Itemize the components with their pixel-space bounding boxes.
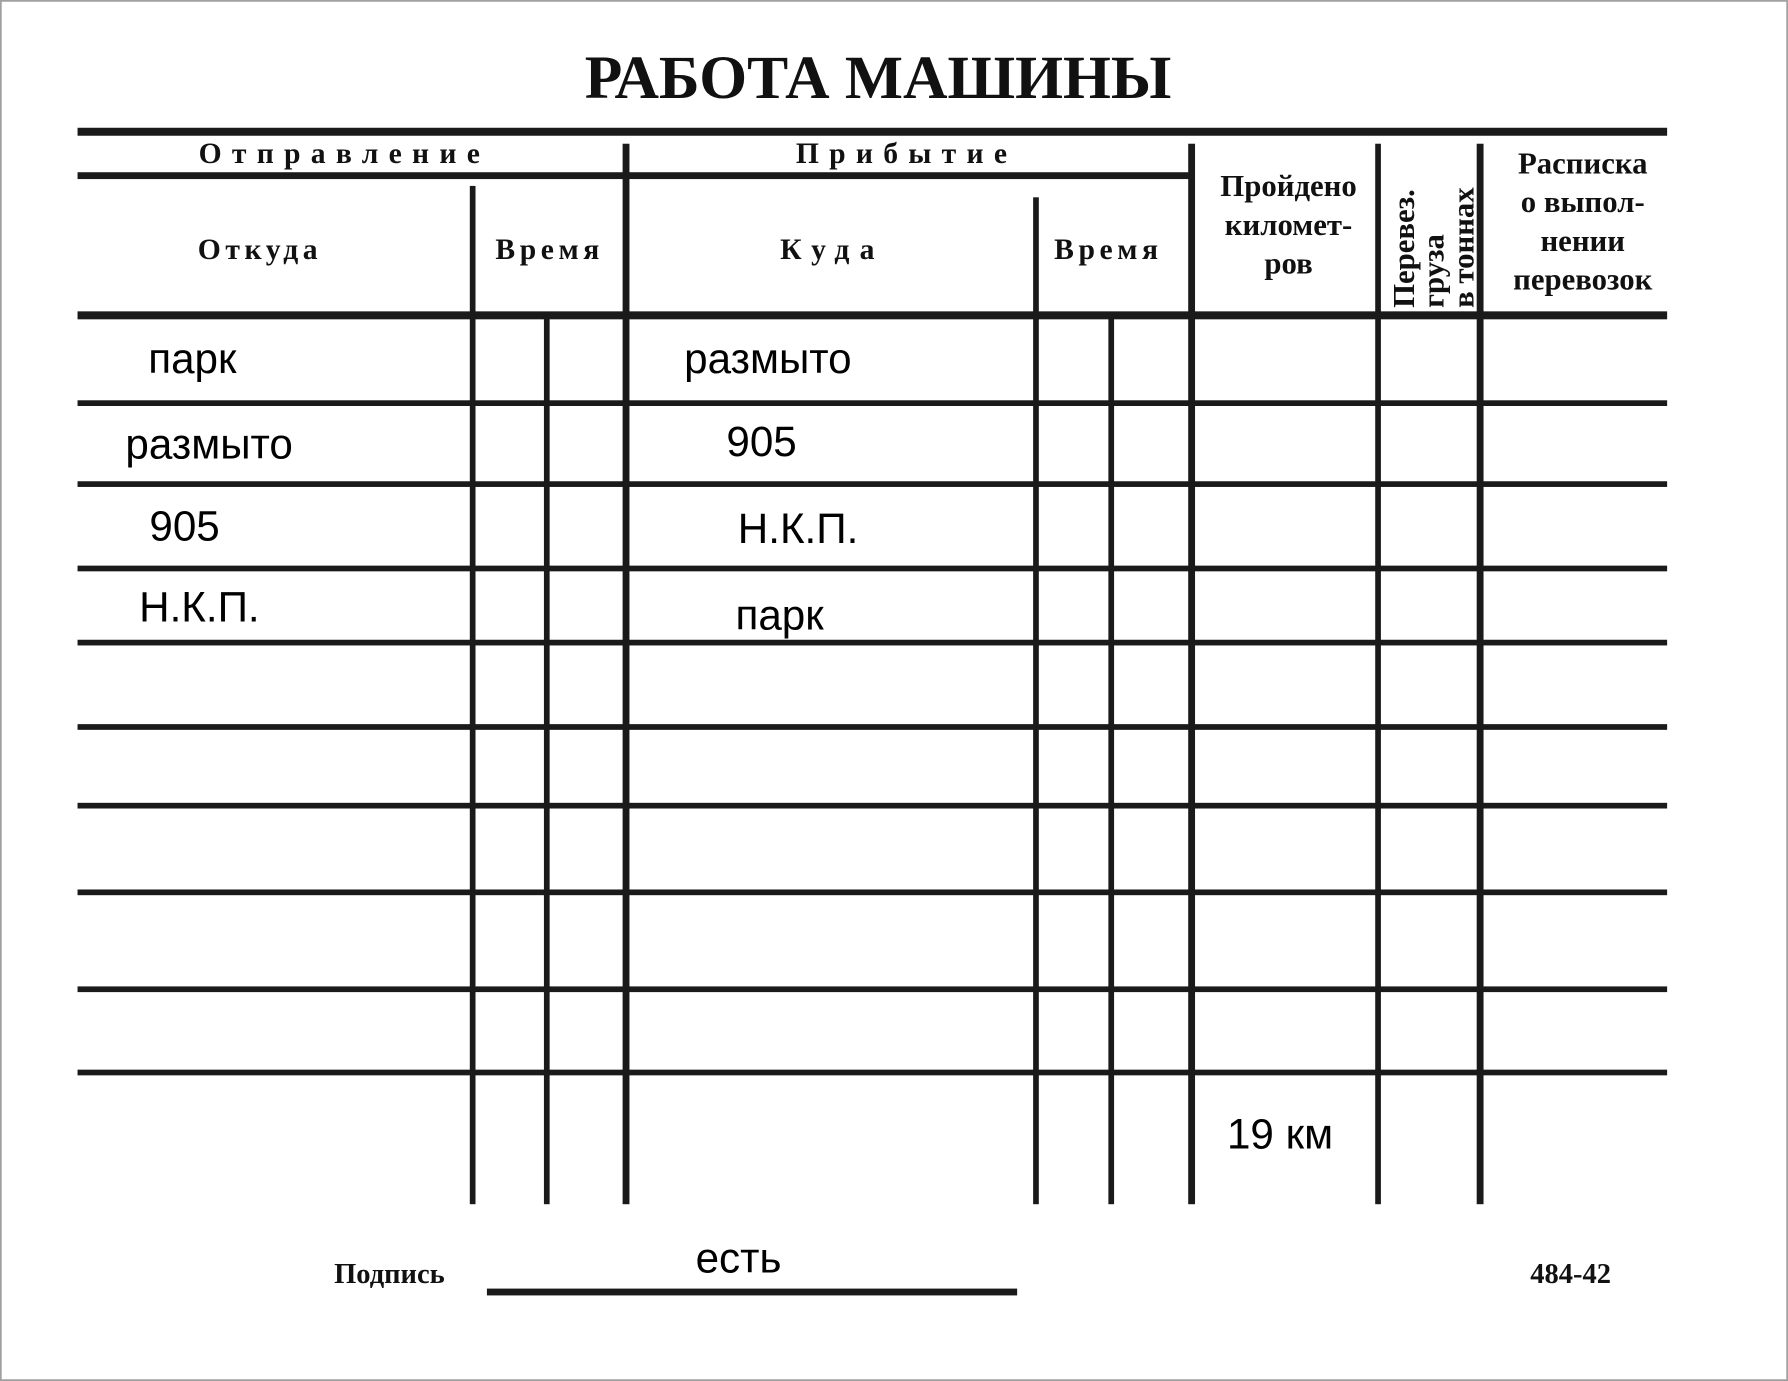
row-line <box>78 986 1668 992</box>
header-km <box>1220 169 1356 281</box>
cell-from: Н.К.П. <box>139 583 260 631</box>
col-line <box>544 316 550 1204</box>
header-receipt <box>1513 146 1653 296</box>
row-line <box>78 566 1668 572</box>
header-from: Откуда <box>197 233 323 266</box>
signature-line <box>487 1289 1017 1296</box>
col-line <box>1188 144 1195 1204</box>
table-row <box>125 418 796 467</box>
group-header-rule <box>78 172 1191 179</box>
table-row <box>149 503 858 552</box>
cell-from: 905 <box>149 502 220 550</box>
header-bottom-rule <box>78 311 1668 319</box>
header-receipt-line: Расписка <box>1517 146 1648 181</box>
row-line <box>78 640 1668 646</box>
header-cargo <box>1387 187 1480 308</box>
header-receipt-line: перевозок <box>1513 262 1653 297</box>
col-line <box>623 144 630 1204</box>
cell-to: 905 <box>726 418 797 466</box>
row-line <box>78 481 1668 487</box>
cell-from: размыто <box>125 420 293 468</box>
header-time-arrival: Время <box>1054 233 1163 266</box>
row-line <box>78 803 1668 809</box>
header-cargo-line: Перевез. <box>1386 189 1421 308</box>
table-row <box>148 335 851 382</box>
signature-value: есть <box>695 1234 782 1282</box>
cell-from: парк <box>148 334 237 382</box>
row-line <box>78 400 1668 406</box>
form-number: 484-42 <box>1530 1258 1612 1290</box>
form-title: РАБОТА МАШИНЫ <box>584 44 1172 113</box>
total-km: 19 км <box>1226 1110 1334 1158</box>
header-departure: Отправление <box>198 138 491 171</box>
page-border <box>1 1 1788 1381</box>
col-line <box>1033 197 1039 1204</box>
header-km-line: километ- <box>1224 207 1353 242</box>
header-time-departure: Время <box>495 233 604 266</box>
col-line <box>1375 144 1381 1204</box>
header-km-line: Пройдено <box>1220 169 1357 204</box>
table-row <box>139 584 824 639</box>
cell-to: размыто <box>684 334 852 382</box>
top-rule <box>78 128 1668 136</box>
header-cargo-line: в тоннах <box>1446 187 1481 308</box>
header-cargo-line: груза <box>1416 234 1451 308</box>
header-arrival: Прибытие <box>795 138 1018 171</box>
cell-to: парк <box>735 591 824 639</box>
header-receipt-line: нении <box>1540 223 1626 258</box>
col-line <box>1108 316 1114 1204</box>
signature-label: Подпись <box>334 1258 445 1290</box>
header-km-line: ров <box>1264 246 1313 281</box>
cell-to: Н.К.П. <box>737 504 859 552</box>
row-line <box>78 889 1668 895</box>
row-line <box>78 724 1668 730</box>
header-to: Куда <box>780 233 885 266</box>
header-receipt-line: о выпол- <box>1520 185 1645 220</box>
row-line <box>78 1070 1668 1076</box>
col-line <box>470 186 476 1204</box>
